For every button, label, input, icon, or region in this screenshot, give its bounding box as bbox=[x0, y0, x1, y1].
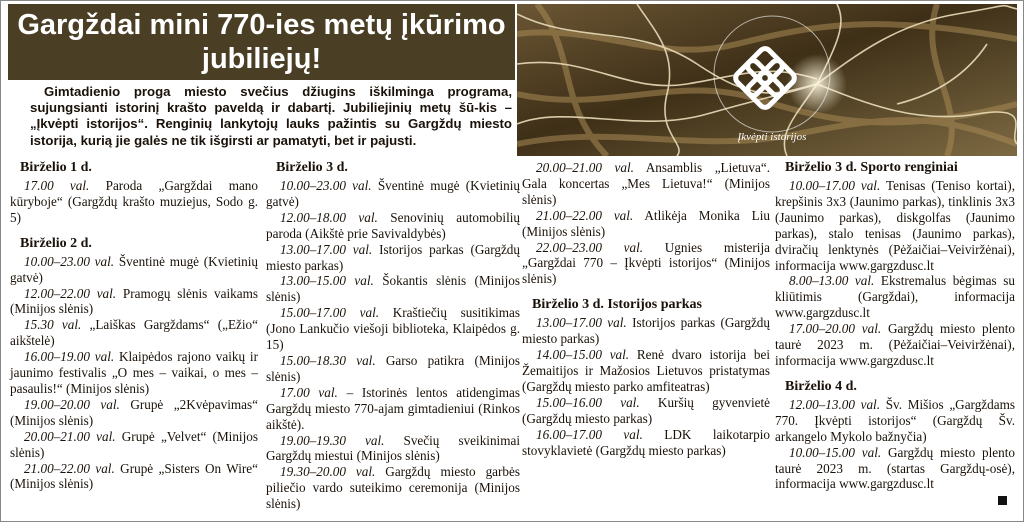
event-text: „Laiškas Gargždams“ („Ežio“ aikštelė) bbox=[10, 317, 258, 349]
event-text: Renė dvaro istorija bei Žemaitijos ir Mažosios Lietuvos pristatymas (Gargždų miesto parko amfiteatras) bbox=[522, 347, 770, 394]
event-time: 17.00 val. bbox=[280, 384, 338, 400]
event-text: Kuršių gyvenvietė (Gargždų miesto parkas) bbox=[522, 394, 770, 426]
section-heading: Birželio 3 d. Istorijos parkas bbox=[532, 297, 702, 313]
event-text: Atlikėja Monika Liu (Minijos slėnis) bbox=[522, 207, 770, 239]
event-time: 19.30–20.00 val. bbox=[280, 464, 376, 480]
event-time: 10.00–15.00 val. bbox=[789, 444, 882, 460]
roots-photo-illustration bbox=[517, 4, 1017, 156]
event-text: Garso patikra (Minijos slėnis) bbox=[266, 352, 520, 384]
event-item bbox=[10, 349, 258, 397]
event-text: Istorijos parkas (Gargždų miesto parkas) bbox=[266, 241, 520, 273]
section-heading: Birželio 2 d. bbox=[20, 235, 92, 251]
event-time: 15.00–17.00 val. bbox=[280, 305, 380, 321]
section-heading: Birželio 3 d. Sporto renginiai bbox=[785, 160, 958, 175]
event-item bbox=[266, 385, 520, 433]
event-item bbox=[10, 461, 258, 493]
event-time: 19.00–19.30 val. bbox=[280, 432, 385, 448]
event-text: LDK laikotarpio stovyklavietė (Gargždų miesto parkas) bbox=[522, 426, 770, 458]
event-time: 14.00–15.00 val. bbox=[536, 347, 630, 363]
event-item bbox=[522, 240, 770, 288]
event-item bbox=[266, 353, 520, 385]
event-time: 15.00–18.30 val. bbox=[280, 352, 376, 368]
event-time: 16.00–17.00 val. bbox=[536, 426, 643, 442]
event-time: 13.00–17.00 val. bbox=[536, 315, 627, 331]
column-4 bbox=[775, 160, 1015, 492]
event-time: 10.00–23.00 val. bbox=[280, 178, 372, 193]
event-text: Šokantis slėnis (Minijos slėnis) bbox=[266, 273, 520, 305]
event-time: 21.00–22.00 val. bbox=[24, 460, 115, 476]
event-text: Gargždų miesto garbės piliečio vardo suteikimo ceremonija (Minijos slėnis) bbox=[266, 464, 520, 512]
event-item bbox=[10, 429, 258, 461]
event-item bbox=[522, 160, 770, 208]
event-text: Svečių sveikinimai Gargždų miestui (Minijos slėnis) bbox=[266, 432, 520, 464]
event-item bbox=[522, 315, 770, 347]
logo-text: Įkvėpti istorijos bbox=[737, 131, 807, 143]
event-time: 13.00–15.00 val. bbox=[280, 273, 374, 289]
column-3 bbox=[522, 160, 770, 458]
event-item bbox=[522, 208, 770, 240]
event-text: Istorijos parkas (Gargždų miesto parkas) bbox=[522, 315, 770, 347]
event-text: Tenisas (Teniso kortai), krepšinis 3x3 (Jaunimo parkas), tinklinis 3x3 (Jaunimo parkas), diskgolfas (Jaunimo parkas), stalo tenisas (Jaunimo parkas), dviračių lenktynės (Pėžaičiai–Veiviržėnai), informacija www.gargzdusc.lt bbox=[775, 178, 1015, 273]
event-item bbox=[522, 347, 770, 395]
event-item bbox=[775, 321, 1015, 369]
event-time: 22.00–23.00 val. bbox=[536, 239, 644, 255]
event-text: Grupė „2Kvėpavimas“ (Minijos slėnis) bbox=[10, 396, 258, 428]
event-item bbox=[266, 242, 520, 274]
event-text: Šventinė mugė (Kvietinių gatvė) bbox=[10, 253, 258, 285]
event-time: 20.00–21.00 val. bbox=[24, 428, 116, 444]
event-time: 12.00–18.00 val. bbox=[280, 209, 378, 225]
event-time: 17.00–20.00 val. bbox=[789, 321, 882, 337]
event-text: Gargždų miesto plento taurė 2023 m. (Pėžaičiai–Veiviržėnai), informacija www.gargzdusc.lt bbox=[775, 321, 1015, 368]
event-time: 19.00–20.00 val. bbox=[24, 396, 120, 412]
event-text: Ekstremalus bėgimas su kliūtimis (Gargždai), informacija www.gargzdusc.lt bbox=[775, 273, 1015, 321]
event-item bbox=[266, 305, 520, 353]
event-text: Gargždų miesto plento taurė 2023 m. (startas Gargždų-osė), informacija www.gargzdusc.lt bbox=[775, 444, 1015, 492]
event-item bbox=[266, 433, 520, 465]
event-text: Šv. Mišios „Gargždams 770. Įkvėpti istorijos“ (Gargždų Šv. arkangelo Mykolo bažnyčia) bbox=[775, 396, 1015, 444]
event-item bbox=[10, 178, 258, 226]
event-item bbox=[266, 210, 520, 242]
lead-text: Gimtadienio proga miesto svečius džiugins iškilminga programa, sujungsianti istorinį krašto paveldą ir dabartį. Jubiliejinių metų šū-kis – „Įkvėpti istorijos“. Renginių lankytojų lauks pažintis su Gargždų miesto istorija, kurią jie galės ne tik išgirsti ar pamatyti, bet ir pajusti. bbox=[30, 84, 512, 148]
event-item bbox=[10, 286, 258, 318]
event-text: Ansamblis „Lietuva“. Gala koncertas „Mes Lietuva!“ (Minijos slėnis) bbox=[522, 160, 770, 207]
event-item bbox=[10, 397, 258, 429]
event-time: 17.00 val. bbox=[24, 178, 90, 193]
event-text: Senovinių automobilių paroda (Aikštė prie Savivaldybės) bbox=[266, 209, 520, 241]
event-item bbox=[266, 273, 520, 305]
event-time: 21.00–22.00 val. bbox=[536, 207, 634, 223]
event-time: 15.00–16.00 val. bbox=[536, 394, 640, 410]
section-heading: Birželio 4 d. bbox=[785, 378, 857, 394]
event-text: Klaipėdos rajono vaikų ir jaunimo festivalis „O mes – vaikai, o mes – pasaulis!“ (Minijos slėnis) bbox=[10, 349, 258, 396]
event-item bbox=[775, 445, 1015, 493]
event-text: Grupė „Sisters On Wire“ (Minijos slėnis) bbox=[10, 460, 258, 492]
event-item bbox=[10, 317, 258, 349]
event-text: Pramogų slėnis vaikams (Minijos slėnis) bbox=[10, 285, 258, 317]
event-time: 20.00–21.00 val. bbox=[536, 160, 634, 175]
column-2 bbox=[266, 160, 520, 512]
event-time: 10.00–17.00 val. bbox=[789, 178, 881, 193]
event-time: 15.30 val. bbox=[24, 317, 82, 333]
section-heading: Birželio 3 d. bbox=[276, 160, 348, 175]
event-item bbox=[266, 178, 520, 210]
event-text: Paroda „Gargždai mano kūryboje“ (Gargždų krašto muziejus, Sodo g. 5) bbox=[10, 178, 258, 225]
event-item bbox=[775, 178, 1015, 273]
event-time: 12.00–13.00 val. bbox=[789, 396, 881, 412]
end-square-icon bbox=[998, 496, 1007, 505]
section-heading: Birželio 1 d. bbox=[20, 160, 92, 175]
event-time: 10.00–23.00 val. bbox=[24, 253, 115, 269]
event-item bbox=[266, 464, 520, 512]
event-text: – Istorinės lentos atidengimas Gargždų miesto 770-ajam gimtadieniui (Rinkos aikštė). bbox=[266, 384, 520, 432]
column-1 bbox=[10, 160, 258, 492]
event-text: Šventinė mugė (Kvietinių gatvė) bbox=[266, 178, 520, 209]
event-item bbox=[775, 397, 1015, 445]
event-text: Kraštiečių susitikimas (Jono Lankučio viešoji biblioteka, Klaipėdos g. 15) bbox=[266, 305, 520, 353]
event-text: Grupė „Velvet“ (Minijos slėnis) bbox=[10, 428, 258, 460]
event-item bbox=[522, 395, 770, 427]
event-time: 13.00–17.00 val. bbox=[280, 241, 373, 257]
event-time: 16.00–19.00 val. bbox=[24, 349, 115, 365]
event-item bbox=[775, 273, 1015, 321]
event-text: Ugnies misterija „Gargždai 770 – Įkvėpti istorijos“ (Minijos slėnis) bbox=[522, 239, 770, 287]
header-photo bbox=[517, 4, 1017, 156]
event-item bbox=[522, 427, 770, 459]
lead-paragraph bbox=[30, 84, 512, 149]
event-time: 8.00–13.00 val. bbox=[789, 273, 875, 289]
event-time: 12.00–22.00 val. bbox=[24, 285, 117, 301]
page-title: Gargždai mini 770-ies metų įkūrimo jubiliejų! bbox=[17, 9, 506, 75]
event-item bbox=[10, 254, 258, 286]
